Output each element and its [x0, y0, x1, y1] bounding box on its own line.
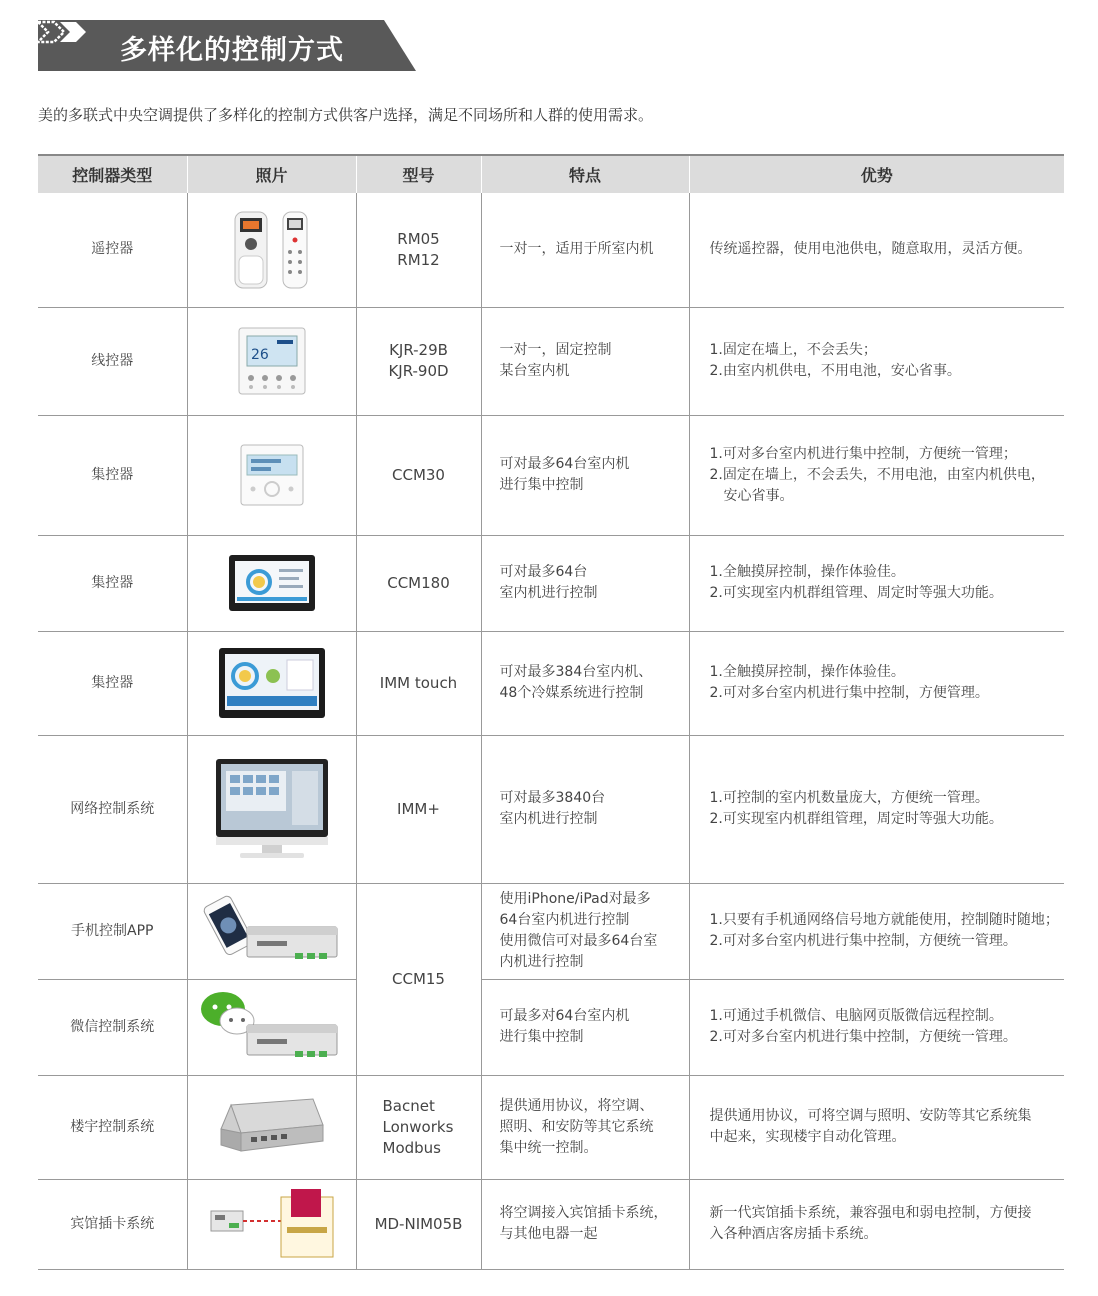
features-cell: [481, 415, 689, 535]
advantages-cell: [689, 193, 1064, 307]
feature-text: 使用微信可对最多64台室: [499, 933, 658, 949]
table-row: [38, 979, 1064, 1075]
feature-text: 进行集中控制: [499, 477, 584, 493]
photo-cell: [187, 1075, 356, 1179]
advantage-text: 2.可对多台室内机进行集中控制，方便统一管理。: [709, 1029, 1017, 1045]
advantage-text: 1.可对多台室内机进行集中控制，方便统一管理；: [709, 445, 1017, 462]
feature-text: 48个冷媒系统进行控制: [499, 685, 644, 701]
photo-cell: [187, 307, 356, 415]
model-text: MD-NIM05B: [374, 1214, 463, 1233]
features-cell: [481, 535, 689, 631]
column-header: 特点: [481, 155, 689, 193]
model-text: Lonworks: [382, 1117, 454, 1136]
controller-table: [38, 154, 1064, 1270]
feature-text: 可对最多64台: [499, 564, 588, 580]
feature-text: 集中统一控制。: [499, 1139, 598, 1156]
table-row: [38, 1179, 1064, 1269]
advantage-text: 2.由室内机供电，不用电池，安心省事。: [709, 363, 961, 379]
type-cell: 楼宇控制系统: [38, 1075, 187, 1179]
model-cell: [356, 1075, 481, 1179]
feature-text: 64台室内机进行控制: [499, 912, 630, 928]
column-header: 照片: [187, 155, 356, 193]
photo-cell: [187, 193, 356, 307]
photo-cell: [187, 1179, 356, 1269]
advantages-cell: [689, 631, 1064, 735]
advantage-text: 1.只要有手机通网络信号地方就能使用，控制随时随地；: [709, 912, 1059, 928]
model-text: RM05: [397, 229, 440, 248]
model-text: Modbus: [382, 1138, 441, 1157]
table-row: [38, 535, 1064, 631]
advantages-cell: [689, 1179, 1064, 1269]
central-controller-icon: [239, 443, 305, 507]
feature-text: 可对最多64台室内机: [499, 456, 630, 472]
page-title: 多样化的控制方式: [120, 35, 344, 66]
table-row: [38, 415, 1064, 535]
gateway-box-icon: [217, 1095, 327, 1159]
table-row: [38, 883, 1064, 979]
advantage-text: 2.可实现室内机群组管理、周定时等强大功能。: [709, 585, 1003, 601]
model-cell: [356, 631, 481, 735]
computer-monitor-icon: [214, 757, 330, 861]
touch-panel-icon: [227, 553, 317, 613]
advantage-text: 1.可控制的室内机数量庞大，方便统一管理。: [709, 790, 989, 806]
phone-gateway-icon: [197, 891, 347, 971]
advantages-cell: [689, 1075, 1064, 1179]
table-header-row: [38, 155, 1064, 193]
advantages-cell: [689, 979, 1064, 1075]
type-cell: 线控器: [38, 307, 187, 415]
model-text: CCM15: [392, 969, 445, 988]
advantage-text: 1.全触摸屏控制，操作体验佳。: [709, 564, 905, 580]
features-cell: [481, 735, 689, 883]
advantages-cell: [689, 735, 1064, 883]
feature-text: 室内机进行控制: [499, 811, 598, 827]
photo-cell: [187, 979, 356, 1075]
advantage-text: 1.全触摸屏控制，操作体验佳。: [709, 664, 905, 680]
feature-text: 一对一，适用于所室内机: [499, 241, 654, 258]
model-cell: [356, 307, 481, 415]
type-cell: 集控器: [38, 415, 187, 535]
feature-text: 可对最多384台室内机、: [499, 664, 653, 680]
advantages-cell: [689, 415, 1064, 535]
feature-text: 可最多对64台室内机: [499, 1008, 630, 1024]
feature-text: 与其他电器一起: [499, 1226, 598, 1242]
model-cell: [356, 883, 481, 1075]
features-cell: [481, 979, 689, 1075]
photo-cell: [187, 883, 356, 979]
type-cell: 宾馆插卡系统: [38, 1179, 187, 1269]
feature-text: 内机进行控制: [499, 954, 584, 970]
features-cell: [481, 307, 689, 415]
model-cell: [356, 535, 481, 631]
model-cell: [356, 735, 481, 883]
wechat-gateway-icon: [197, 987, 347, 1067]
features-cell: [481, 1179, 689, 1269]
advantages-cell: [689, 883, 1064, 979]
features-cell: [481, 1075, 689, 1179]
model-text: KJR-29B: [389, 341, 448, 359]
feature-text: 可对最多3840台: [499, 790, 606, 806]
model-text: RM12: [397, 250, 440, 269]
model-text: Bacnet: [382, 1096, 435, 1115]
feature-text: 提供通用协议，将空调、: [499, 1097, 654, 1114]
model-cell: [356, 193, 481, 307]
type-cell: 微信控制系统: [38, 979, 187, 1075]
remote-controller-icon: [227, 210, 317, 290]
advantage-text: 2.可对多台室内机进行集中控制，方便统一管理。: [709, 933, 1017, 949]
hotel-card-icon: [207, 1187, 337, 1261]
advantage-text: 2.可实现室内机群组管理，周定时等强大功能。: [709, 811, 1003, 827]
type-cell: 集控器: [38, 631, 187, 735]
touch-screen-icon: [217, 646, 327, 720]
column-header: 控制器类型: [38, 155, 187, 193]
type-cell: 集控器: [38, 535, 187, 631]
section-banner: [38, 20, 418, 71]
type-cell: 手机控制APP: [38, 883, 187, 979]
model-cell: [356, 415, 481, 535]
feature-text: 一对一，固定控制: [499, 342, 612, 358]
model-text: IMM+: [397, 799, 440, 818]
double-chevron-icon: [38, 20, 90, 44]
model-cell: [356, 1179, 481, 1269]
feature-text: 使用iPhone/iPad对最多: [499, 891, 651, 907]
advantage-text: 传统遥控器，使用电池供电，随意取用，灵活方便。: [709, 241, 1032, 258]
photo-cell: [187, 535, 356, 631]
model-text: IMM touch: [379, 673, 458, 692]
advantage-text: 1.固定在墙上，不会丢失；: [709, 342, 877, 358]
table-row: [38, 1075, 1064, 1179]
features-cell: [481, 631, 689, 735]
table-row: [38, 631, 1064, 735]
advantages-cell: [689, 535, 1064, 631]
type-cell: 遥控器: [38, 193, 187, 307]
column-header: 型号: [356, 155, 481, 193]
advantage-text: 入各种酒店客房插卡系统。: [709, 1226, 878, 1242]
photo-cell: [187, 735, 356, 883]
table-row: [38, 193, 1064, 307]
intro-text: 美的多联式中央空调提供了多样化的控制方式供客户选择，满足不同场所和人群的使用需求。: [38, 106, 654, 124]
table-row: [38, 307, 1064, 415]
features-cell: [481, 193, 689, 307]
advantage-text: 1.可通过手机微信、电脑网页版微信远程控制。: [709, 1008, 1003, 1024]
advantage-text: 提供通用协议，可将空调与照明、安防等其它系统集: [709, 1108, 1032, 1124]
advantage-text: 安心省事。: [723, 487, 794, 504]
model-text: KJR-90D: [388, 362, 449, 380]
feature-text: 照明、和安防等其它系统: [499, 1118, 654, 1135]
photo-cell: [187, 415, 356, 535]
svg-text:26: 26: [250, 347, 269, 363]
feature-text: 进行集中控制: [499, 1029, 584, 1045]
advantage-text: 中起来，实现楼宇自动化管理。: [709, 1129, 906, 1145]
feature-text: 室内机进行控制: [499, 585, 598, 601]
feature-text: 将空调接入宾馆插卡系统，: [499, 1205, 668, 1221]
type-cell: 网络控制系统: [38, 735, 187, 883]
table-row: [38, 735, 1064, 883]
advantage-text: 2.固定在墙上，不会丢失，不用电池，由室内机供电，: [709, 466, 1045, 483]
column-header: 优势: [689, 155, 1064, 193]
features-cell: [481, 883, 689, 979]
model-text: CCM180: [387, 573, 450, 592]
model-text: CCM30: [392, 465, 445, 484]
photo-cell: [187, 631, 356, 735]
wired-controller-icon: [237, 326, 307, 396]
advantages-cell: [689, 307, 1064, 415]
advantage-text: 新一代宾馆插卡系统，兼容强电和弱电控制，方便接: [709, 1205, 1032, 1221]
feature-text: 某台室内机: [499, 363, 570, 379]
advantage-text: 2.可对多台室内机进行集中控制，方便管理。: [709, 685, 989, 701]
